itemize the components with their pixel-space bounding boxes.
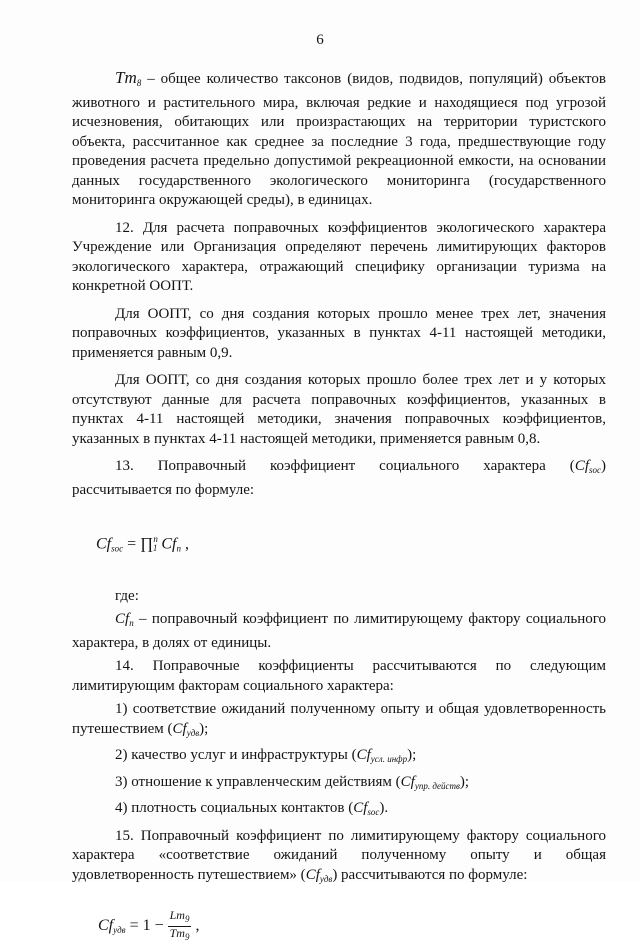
paragraph-tm8-definition	[72, 68, 606, 211]
symbol-subscript: упр. действ	[414, 780, 460, 791]
where-label: где:	[115, 587, 139, 604]
fraction-denominator	[168, 927, 192, 944]
paragraph-text: – общее количество таксонов (видов, подвидов, популяций) объектов животного и растительного мира, включая редкие и находящиеся под угрозой исчезновения, обитающих или произрастающих на территории туристского объекта, рассчитанное как среднее за последние 3 года, предшествующие году проведения расчета предельно допустимой рекреационной емкости, на основании данных государственного экологического мониторинга (государственного мониторинга окружающей среды), в единицах.	[72, 71, 606, 208]
symbol-subscript: soc	[589, 465, 601, 475]
paragraph-text: – поправочный коэффициент по лимитирующему фактору социального характера, в долях от единицы.	[72, 611, 606, 651]
paragraph-less-three-years: Для ООПТ, со дня создания которых прошло менее трех лет, значения поправочных коэффициентов, указанных в пунктах 4-11 настоящей методики, применяется равным 0,9.	[72, 305, 606, 361]
formula-tail: ,	[191, 917, 200, 935]
formula-lhs-subscript: удв	[113, 925, 126, 936]
symbol-cf: Cf	[172, 720, 187, 737]
list-item-text: ).	[379, 800, 389, 817]
formula-cf-udv	[72, 889, 606, 944]
symbol-cf: Cf	[356, 747, 371, 764]
symbol-subscript: удв	[186, 727, 200, 738]
formula-product-lower: 1	[152, 543, 158, 554]
list-item-text: 3) отношение к управленческим действиям (	[115, 773, 401, 790]
fraction-numerator	[168, 909, 192, 927]
paragraph-15	[72, 827, 606, 890]
symbol-subscript: soc	[367, 807, 380, 818]
list-item-2	[72, 746, 606, 770]
list-item-text: );	[407, 747, 417, 764]
formula-rhs-subscript: n	[176, 543, 181, 554]
formula-product-sign: = ∏	[123, 535, 154, 553]
list-item-4	[72, 799, 606, 823]
formula-lhs: Cf	[98, 917, 114, 935]
symbol-subscript: удв	[319, 873, 333, 884]
paragraph-14: 14. Поправочные коэффициенты рассчитываются по следующим лимитирующим факторам социального характера:	[72, 658, 606, 694]
symbol-tm: Tm	[115, 68, 137, 87]
symbol-cf: Cf	[574, 458, 589, 474]
list-item-text: 1) соответствие ожиданий полученному опыту и общая удовлетворенность путешествием (	[72, 701, 606, 737]
list-item-text: 4) плотность социальных контактов (	[115, 800, 354, 817]
formula-rhs: Cf	[157, 535, 177, 553]
numerator-subscript: 9	[184, 914, 190, 925]
paragraph-text: ) рассчитываются по формуле:	[332, 866, 528, 883]
paragraph-13	[72, 457, 606, 500]
document-body	[72, 68, 606, 944]
formula-fraction	[168, 909, 192, 944]
symbol-cf: Cf	[115, 611, 130, 628]
symbol-cf: Cf	[353, 800, 368, 817]
list-item-3	[72, 773, 606, 797]
formula-equals-one-minus: = 1 −	[125, 917, 164, 935]
symbol-subscript: n	[129, 618, 134, 629]
formula-cf-soc	[72, 500, 606, 587]
formula-lhs-subscript: soc	[111, 543, 124, 554]
paragraph-more-three-years: Для ООПТ, со дня создания которых прошло более трех лет и у которых отсутствуют данные для расчета поправочных коэффициентов, указанных в пунктах 4-11 настоящей методики, значения поправочных коэффициентов, указанных в пунктах 4-11 настоящей методики, применяется равным 0,8.	[72, 372, 606, 447]
list-item-text: );	[459, 773, 470, 790]
paragraph-text: ) рассчитывается по формуле:	[72, 458, 606, 498]
denominator-symbol: Tm	[169, 926, 185, 941]
formula-product-upper: n	[153, 534, 158, 544]
symbol-cf: Cf	[400, 773, 415, 790]
numerator-symbol: Lm	[169, 908, 185, 923]
symbol-subscript: усл. инфр	[370, 754, 408, 765]
denominator-subscript: 9	[184, 932, 190, 943]
formula-tail: ,	[180, 535, 189, 553]
paragraph-cfn-definition	[72, 610, 606, 653]
page-number: 6	[316, 32, 324, 48]
paragraph-text: 15. Поправочный коэффициент по лимитирующему фактору социального характера «соответствие ожиданий полученному опыту и общая удовлетворенность путешествием» (	[72, 827, 606, 883]
paragraph-text: 13. Поправочный коэффициент социального характера (	[115, 458, 575, 474]
formula-lhs: Cf	[96, 535, 112, 553]
paragraph-12: 12. Для расчета поправочных коэффициентов экологического характера Учреждение или Организация определяют перечень лимитирующих факторов экологического характера, отражающий специфику организации туризма на конкретной ООПТ.	[72, 219, 606, 294]
list-item-1	[72, 700, 606, 743]
symbol-cf: Cf	[305, 866, 320, 883]
list-item-text: 2) качество услуг и инфраструктуры (	[115, 747, 357, 764]
list-item-text: );	[199, 720, 209, 737]
symbol-subscript: 8	[136, 78, 142, 88]
